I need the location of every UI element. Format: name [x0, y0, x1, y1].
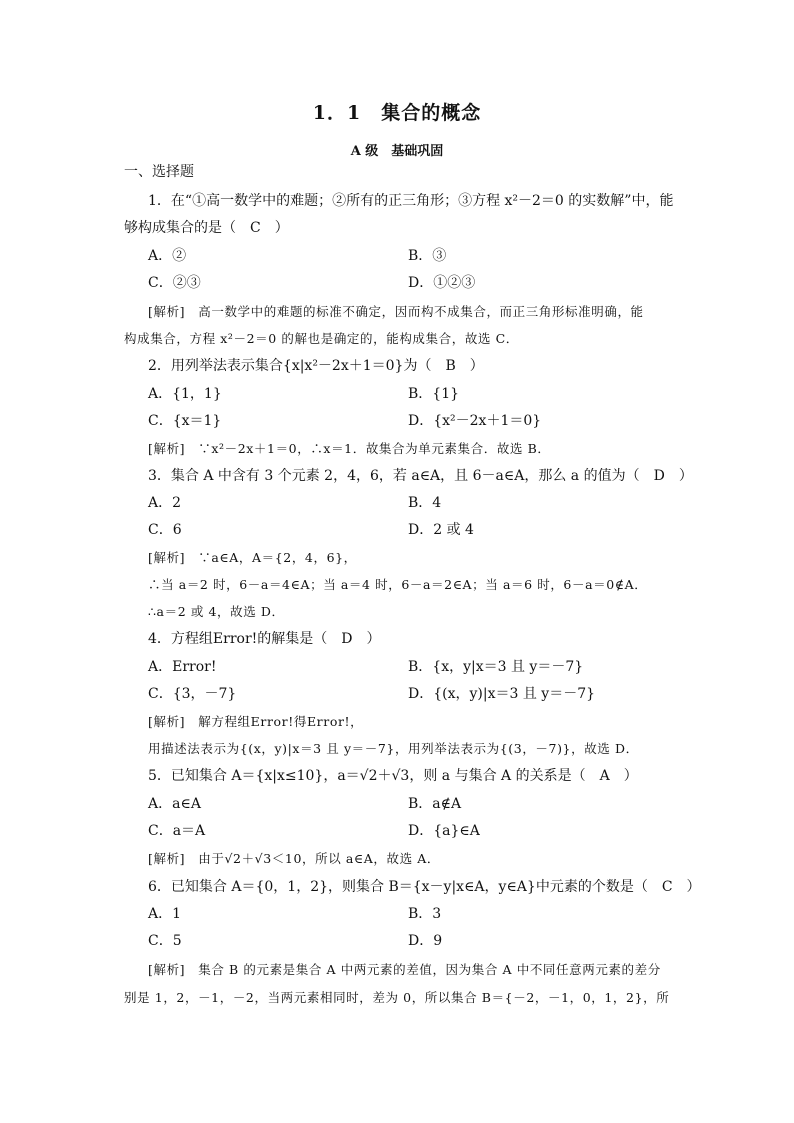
question-6-option-a: A．1 — [148, 906, 182, 922]
question-6-option-c: C．5 — [148, 933, 182, 949]
question-6-option-b: B．3 — [408, 906, 442, 922]
question-3-solution-cont: ∴当 a＝2 时，6－a＝4∈A；当 a＝4 时，6－a＝2∈A；当 a＝6 时，6－a＝0∉A． — [148, 577, 648, 592]
question-4-option-d: D．{(x，y)|x＝3 且 y＝－7} — [408, 686, 596, 702]
question-6-stem: 6．已知集合 A＝{0，1，2}，则集合 B＝{x－y|x∈A，y∈A}中元素的个数是（ C ） — [148, 879, 701, 895]
question-6-solution: [解析] 集合 B 的元素是集合 A 中两元素的差值，因为集合 A 中不同任意两元素的差分 — [148, 962, 661, 977]
question-6-option-d: D．9 — [408, 933, 443, 949]
level-heading: A 级 基础巩固 — [350, 144, 444, 159]
question-1-solution-cont: 构成集合，方程 x²－2＝0 的解也是确定的，能构成集合，故选 C． — [124, 331, 519, 346]
question-2-solution: [解析] ∵x²－2x＋1＝0，∴x＝1．故集合为单元素集合．故选 B． — [148, 441, 551, 456]
question-3-solution-end: ∴a＝2 或 4，故选 D． — [148, 604, 285, 619]
question-4-option-b: B．{x，y|x＝3 且 y＝－7} — [408, 659, 584, 675]
page-title: 1．1 集合的概念 — [312, 102, 482, 124]
question-3-option-b: B．4 — [408, 495, 442, 511]
question-2-option-b: B．{1} — [408, 386, 460, 402]
question-4-solution-cont: 用描述法表示为{(x，y)|x＝3 且 y＝－7}，用列举法表示为{(3，－7)}，故选 D． — [148, 741, 639, 756]
question-5-option-a: A．a∈A — [148, 796, 201, 812]
question-5-stem: 5．已知集合 A＝{x|x≤10}，a＝√2＋√3，则 a 与集合 A 的关系是（ A ） — [148, 768, 638, 784]
question-3-solution: [解析] ∵a∈A，A＝{2，4，6}， — [148, 550, 357, 565]
question-3-stem: 3．集合 A 中含有 3 个元素 2，4，6，若 a∈A，且 6－a∈A，那么 a 的值为（ D ） — [148, 468, 693, 484]
question-2-stem: 2．用列举法表示集合{x|x²－2x＋1＝0}为（ B ） — [148, 358, 484, 374]
question-4-option-c: C．{3，－7} — [148, 686, 237, 702]
question-1-option-d: D．①②③ — [408, 275, 476, 291]
question-6-solution-cont: 别是 1，2，－1，－2，当两元素相同时，差为 0，所以集合 B＝{－2，－1，0，1，2}，所 — [124, 990, 670, 1005]
question-2-option-d: D．{x²－2x＋1＝0} — [408, 413, 542, 429]
question-4-option-a: A．Error! — [148, 659, 217, 675]
question-5-option-b: B．a∉A — [408, 796, 462, 812]
question-5-option-d: D．{a}∈A — [408, 823, 480, 839]
question-1-solution: [解析] 高一数学中的难题的标准不确定，因而构不成集合，而正三角形标准明确，能 — [148, 304, 644, 319]
question-1-option-a: A．② — [148, 248, 187, 264]
question-3-option-d: D．2 或 4 — [408, 522, 474, 538]
question-4-stem: 4．方程组Error!的解集是（ D ） — [148, 631, 381, 647]
question-1-stem-cont: 够构成集合的是（ C ） — [124, 220, 289, 236]
question-1-option-b: B．③ — [408, 248, 447, 264]
question-2-option-c: C．{x＝1} — [148, 413, 222, 429]
question-3-option-c: C．6 — [148, 522, 182, 538]
question-5-option-c: C．a＝A — [148, 823, 206, 839]
question-5-solution: [解析] 由于√2＋√3＜10，所以 a∈A，故选 A． — [148, 851, 441, 866]
question-3-option-a: A．2 — [148, 495, 182, 511]
question-4-solution: [解析] 解方程组Error!得Error!， — [148, 714, 364, 729]
question-1-option-c: C．②③ — [148, 275, 201, 291]
section-heading: 一、选择题 — [124, 164, 194, 180]
question-1-stem: 1．在“①高一数学中的难题；②所有的正三角形；③方程 x²－2＝0 的实数解”中，能 — [148, 193, 674, 209]
question-2-option-a: A．{1，1} — [148, 386, 222, 402]
